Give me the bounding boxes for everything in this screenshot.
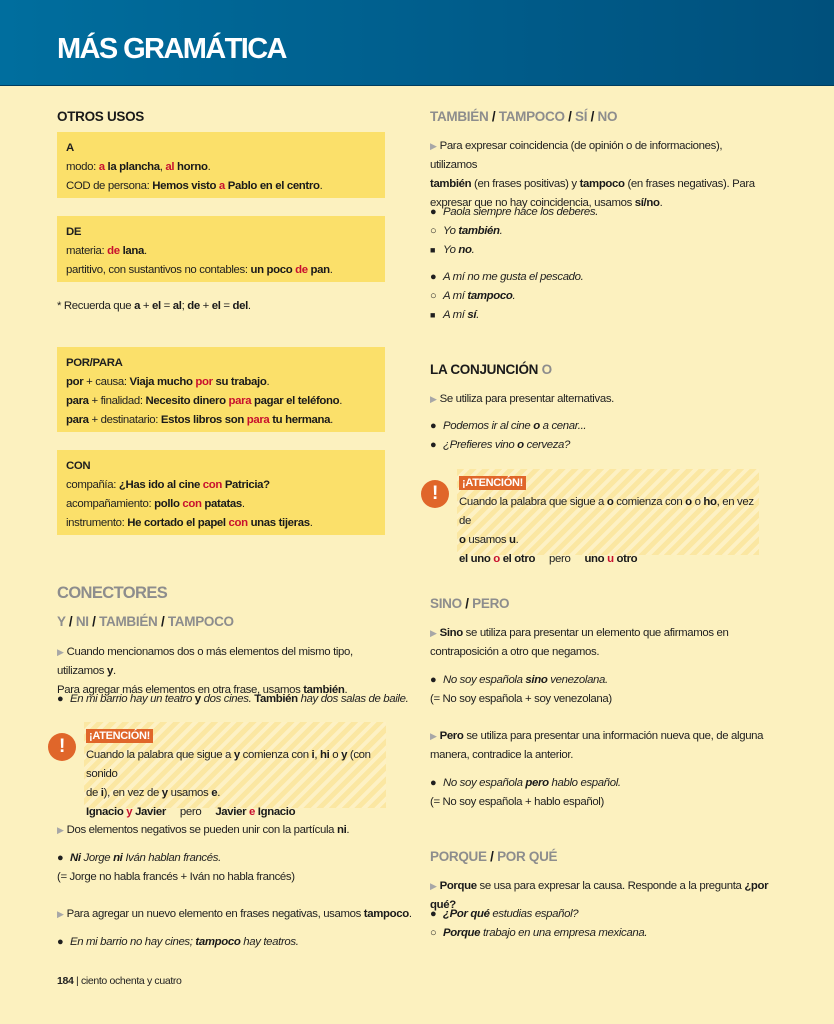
box-por-para [57,347,385,432]
pero-para: ▶ Pero se utiliza para presentar una información nueva que, de alguna manera, contradice la anterior. [430,730,764,761]
sino-example: ● No soy española sino venezolana. (= No soy española + soy venezolana) [430,671,612,709]
bullet-icon: ● [430,271,437,283]
attention-y-e-text: ¡ATENCIÓN! Cuando la palabra que sigue a y comienza con i, hi o y (con sonido de i), en vez de y usamos e. Ignacio y Javier pero Javier e Ignacio [86,730,371,818]
conectores-para-3: ▶ Para agregar un nuevo elemento en frases negativas, usamos tampoco. [57,908,412,920]
bullet-icon: ● [430,439,437,451]
box-por-para-line-1: por + causa: Viaja mucho por su trabajo. [66,376,270,388]
warning-icon: ! [421,480,449,508]
circle-bullet-icon: ○ [430,927,437,939]
conectores-para-2: ▶ Dos elementos negativos se pueden unir con la partícula ni. [57,824,350,836]
conectores-example-2: ● Ni Jorge ni Iván hablan francés. (= Jorge no habla francés + Iván no habla francés) [57,849,295,887]
box-a [57,132,385,198]
attention-badge: ¡ATENCIÓN! [459,476,526,490]
porque-examples: ● ¿Por qué estudias español? ○ Porque trabajo en una empresa mexicana. [430,905,647,943]
y-ni-subheading: Y / NI / TAMBIÉN / TAMPOCO [57,614,234,629]
box-con-line-3: instrumento: He cortado el papel con unas tijeras. [66,517,313,529]
box-por-para-line-2: para + finalidad: Necesito dinero para pagar el teléfono. [66,395,343,407]
conectores-example-1: ● En mi barrio hay un teatro y dos cines. También hay dos salas de baile. [57,690,408,709]
arrow-icon: ▶ [430,881,437,891]
box-de-line-2: partitivo, con sustantivos no contables: un poco de pan. [66,264,333,276]
conectores-example-3: ● En mi barrio no hay cines; tampoco hay teatros. [57,933,299,952]
sino-pero-heading: SINO / PERO [430,596,510,611]
tambien-heading: TAMBIÉN / TAMPOCO / SÍ / NO [430,109,618,124]
pero-example: ● No soy española pero hablo español. (= No soy española + hablo español) [430,774,621,812]
circle-bullet-icon: ○ [430,290,437,302]
arrow-icon: ▶ [430,731,437,741]
box-por-para-title: POR/PARA [66,357,123,369]
box-a-line-1: modo: a la plancha, al horno. [66,161,211,173]
warning-icon: ! [48,733,76,761]
box-de [57,216,385,282]
bullet-icon: ● [430,908,437,920]
bullet-icon: ● [430,674,437,686]
box-con-title: CON [66,460,91,472]
page-footer: 184 | ciento ochenta y cuatro [57,975,182,987]
box-de-title: DE [66,226,82,238]
otros-usos-heading: OTROS USOS [57,109,145,124]
bullet-icon: ● [57,936,64,948]
tambien-para: ▶ Para expresar coincidencia (de opinión o de informaciones), utilizamos también (en frases positivas) y tampoco (en frases negativas). Para expresar que no hay coincidencia, usamos sí/no. [430,140,755,209]
conectores-para-1: ▶ Cuando mencionamos dos o más elementos del mismo tipo, utilizamos y. Para agregar más elementos en otra frase, usamos también. [57,646,353,696]
box-por-para-line-3: para + destinatario: Estos libros son para tu hermana. [66,414,333,426]
arrow-icon: ▶ [57,909,64,919]
conjuncion-examples: ● Podemos ir al cine o a cenar... ● ¿Prefieres vino o cerveza? [430,417,586,455]
page-title: MÁS GRAMÁTICA [57,33,286,65]
arrow-icon: ▶ [57,825,64,835]
contraction-note: * Recuerda que a + el = al; de + el = del. [57,300,251,312]
bullet-icon: ● [430,420,437,432]
tambien-examples-1: ● Paola siempre hace los deberes. ○ Yo también. ■ Yo no. [430,203,598,260]
bullet-icon: ● [430,777,437,789]
arrow-icon: ▶ [57,647,64,657]
page-number: 184 [57,975,74,987]
arrow-icon: ▶ [430,628,437,638]
sino-para: ▶ Sino se utiliza para presentar un elemento que afirmamos en contraposición a otro que negamos. [430,627,729,658]
box-con-line-2: acompañamiento: pollo con patatas. [66,498,245,510]
arrow-icon: ▶ [430,394,437,404]
box-con [57,450,385,535]
attention-badge: ¡ATENCIÓN! [86,729,153,743]
bullet-icon: ● [430,206,437,218]
box-a-title: A [66,142,74,154]
page-number-words: ciento ochenta y cuatro [81,975,182,987]
page-header [0,0,834,86]
porque-para: ▶ Porque se usa para expresar la causa. Responde a la pregunta ¿por qué? [430,880,769,911]
circle-bullet-icon: ○ [430,225,437,237]
porque-heading: PORQUE / POR QUÉ [430,849,558,864]
square-bullet-icon: ■ [430,245,436,255]
tambien-examples-2: ● A mí no me gusta el pescado. ○ A mí tampoco. ■ A mí sí. [430,268,583,325]
bullet-icon: ● [57,693,64,705]
conjuncion-para: ▶ Se utiliza para presentar alternativas. [430,393,614,405]
bullet-icon: ● [57,852,64,864]
box-con-line-1: compañía: ¿Has ido al cine con Patricia? [66,479,270,491]
attention-o-u-text: ¡ATENCIÓN! Cuando la palabra que sigue a o comienza con o o ho, en vez de o usamos u. el uno o el otro pero uno u otro [459,477,754,565]
conjuncion-heading: LA CONJUNCIÓN O [430,362,552,377]
box-a-line-2: COD de persona: Hemos visto a Pablo en el centro. [66,180,323,192]
square-bullet-icon: ■ [430,310,436,320]
box-de-line-1: materia: de lana. [66,245,147,257]
arrow-icon: ▶ [430,141,437,151]
conectores-heading: CONECTORES [57,584,168,602]
